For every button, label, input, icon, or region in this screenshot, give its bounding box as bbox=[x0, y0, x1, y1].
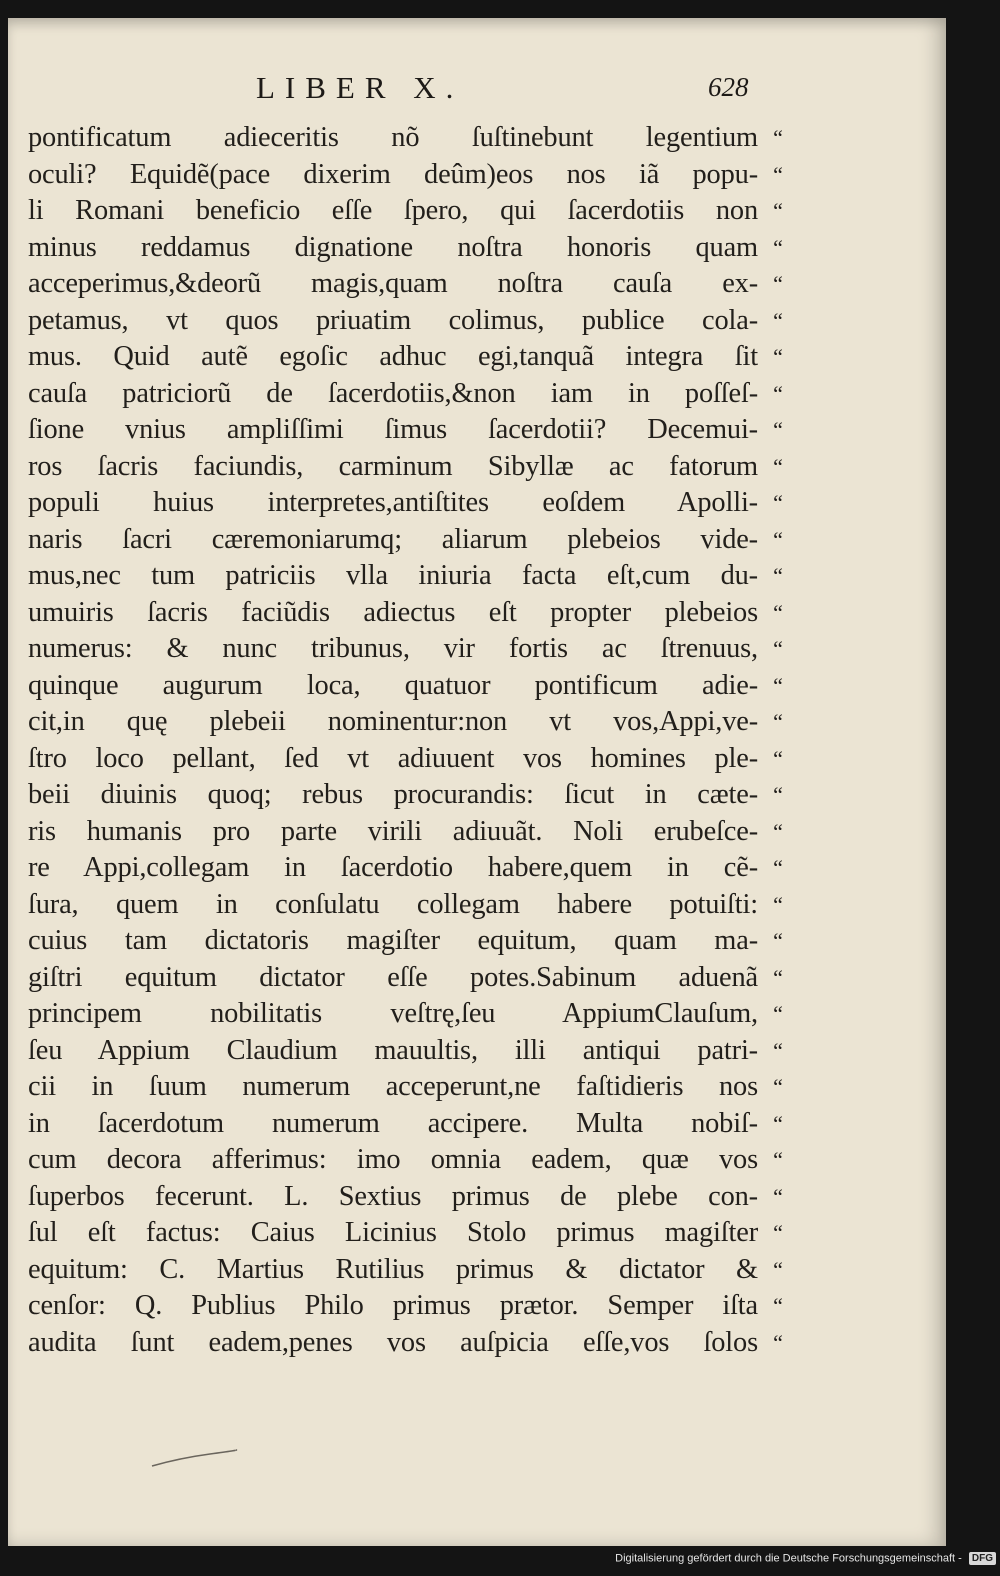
text-line: ſura, quem in conſulatu collegam habere potuiſti: bbox=[28, 888, 758, 920]
text-line: ſuperbos fecerunt. L. Sextius primus de plebe con- bbox=[28, 1180, 758, 1212]
text-line: naris ſacri cæremoniarumq; aliarum plebeios vide- bbox=[28, 523, 758, 555]
quotation-mark: “ bbox=[773, 1256, 783, 1282]
quotation-mark: “ bbox=[773, 855, 783, 880]
page-header bbox=[8, 70, 946, 110]
quotation-mark: “ bbox=[773, 928, 783, 953]
text-block bbox=[28, 120, 758, 1361]
text-line: cit,in quę plebeii nominentur:non vt vos,Appi,ve- bbox=[28, 706, 758, 737]
quotation-mark: “ bbox=[773, 1220, 783, 1245]
quotation-mark: “ bbox=[773, 1329, 783, 1355]
quotation-mark: “ bbox=[773, 818, 783, 844]
quotation-marks-column bbox=[758, 120, 798, 1361]
quotation-mark: “ bbox=[773, 1074, 783, 1099]
quotation-mark: “ bbox=[773, 1110, 783, 1136]
quotation-mark: “ bbox=[773, 964, 783, 990]
page-number: 628 bbox=[708, 72, 749, 102]
text-line: quinque augurum loca, quatuor pontificum adie- bbox=[28, 669, 758, 701]
text-line: principem nobilitatis veſtrę,ſeu AppiumClauſum, bbox=[28, 998, 758, 1029]
text-line: ſione vnius ampliſſimi ſimus ſacerdotii? Decemui- bbox=[28, 414, 758, 445]
text-line: petamus, vt quos priuatim colimus, publice cola- bbox=[28, 304, 758, 336]
text-line: re Appi,collegam in ſacerdotio habere,quem in cẽ- bbox=[28, 852, 758, 883]
text-line: ſul eſt factus: Caius Licinius Stolo primus magiſter bbox=[28, 1217, 758, 1248]
credit-text: Digitalisierung gefördert durch die Deutsche Forschungsgemeinschaft - bbox=[615, 1552, 962, 1565]
text-line: numerus: & nunc tribunus, vir fortis ac ſtrenuus, bbox=[28, 633, 758, 664]
quotation-mark: “ bbox=[773, 599, 783, 625]
quotation-mark: “ bbox=[773, 745, 783, 771]
quotation-mark: “ bbox=[773, 307, 783, 333]
quotation-mark: “ bbox=[773, 563, 783, 588]
book-page bbox=[8, 18, 946, 1546]
text-line: equitum: C. Martius Rutilius primus & dictator & bbox=[28, 1253, 758, 1285]
quotation-mark: “ bbox=[773, 271, 783, 296]
quotation-mark: “ bbox=[773, 526, 783, 552]
quotation-mark: “ bbox=[773, 161, 783, 187]
text-line: mus,nec tum patriciis vlla iniuria facta eſt,cum du- bbox=[28, 560, 758, 591]
text-line: ſeu Appium Claudium mauultis, illi antiqui patri- bbox=[28, 1034, 758, 1066]
text-line: ſtro loco pellant, ſed vt adiuuent vos homines ple- bbox=[28, 742, 758, 774]
text-line: ris humanis pro parte virili adiuuãt. Noli erubeſce- bbox=[28, 815, 758, 847]
text-line: pontificatum adieceritis nõ ſuſtinebunt legentium bbox=[28, 122, 758, 153]
text-line: beii diuinis quoq; rebus procurandis: ſicut in cæte- bbox=[28, 779, 758, 810]
quotation-mark: “ bbox=[773, 344, 783, 369]
dfg-logo: DFG bbox=[969, 1552, 996, 1565]
text-line: cum decora afferimus: imo omnia eadem, quæ vos bbox=[28, 1144, 758, 1175]
quotation-mark: “ bbox=[773, 1037, 783, 1063]
text-line: minus reddamus dignatione noſtra honoris quam bbox=[28, 231, 758, 263]
text-line: in ſacerdotum numerum accipere. Multa nobiſ- bbox=[28, 1107, 758, 1139]
quotation-mark: “ bbox=[773, 125, 783, 150]
quotation-mark: “ bbox=[773, 1183, 783, 1209]
quotation-mark: “ bbox=[773, 234, 783, 260]
quotation-mark: “ bbox=[773, 453, 783, 479]
text-line: giſtri equitum dictator eſſe potes.Sabinum aduenã bbox=[28, 961, 758, 993]
digitization-credit bbox=[615, 1552, 996, 1565]
quotation-mark: “ bbox=[773, 380, 783, 406]
quotation-mark: “ bbox=[773, 490, 783, 515]
text-line: audita ſunt eadem,penes vos auſpicia eſſe,vos ſolos bbox=[28, 1326, 758, 1358]
quotation-mark: “ bbox=[773, 709, 783, 734]
quotation-mark: “ bbox=[773, 417, 783, 442]
quotation-mark: “ bbox=[773, 672, 783, 698]
text-line: populi huius interpretes,antiſtites eoſdem Apolli- bbox=[28, 487, 758, 518]
text-line: cii in ſuum numerum acceperunt,ne faſtidieris nos bbox=[28, 1071, 758, 1102]
quotation-mark: “ bbox=[773, 1147, 783, 1172]
text-line: oculi? Equidẽ(pace dixerim deûm)eos nos iã popu- bbox=[28, 158, 758, 190]
quotation-mark: “ bbox=[773, 1293, 783, 1318]
quotation-mark: “ bbox=[773, 891, 783, 917]
text-line: cenſor: Q. Publius Philo primus prætor. Semper iſta bbox=[28, 1290, 758, 1321]
pen-stroke-mark bbox=[150, 1446, 240, 1472]
text-line: mus. Quid autẽ egoſic adhuc egi,tanquã integra ſit bbox=[28, 341, 758, 372]
running-title: LIBER X. bbox=[256, 70, 464, 105]
text-line: acceperimus,&deorũ magis,quam noſtra cauſa ex- bbox=[28, 268, 758, 299]
text-line: ros ſacris faciundis, carminum Sibyllæ ac fatorum bbox=[28, 450, 758, 482]
text-line: li Romani beneficio eſſe ſpero, qui ſacerdotiis non bbox=[28, 195, 758, 226]
text-line: cuius tam dictatoris magiſter equitum, quam ma- bbox=[28, 925, 758, 956]
text-line: cauſa patriciorũ de ſacerdotiis,&non iam in poſſeſ- bbox=[28, 377, 758, 409]
text-line: umuiris ſacris faciũdis adiectus eſt propter plebeios bbox=[28, 596, 758, 628]
quotation-mark: “ bbox=[773, 198, 783, 223]
quotation-mark: “ bbox=[773, 1001, 783, 1026]
quotation-mark: “ bbox=[773, 782, 783, 807]
quotation-mark: “ bbox=[773, 636, 783, 661]
